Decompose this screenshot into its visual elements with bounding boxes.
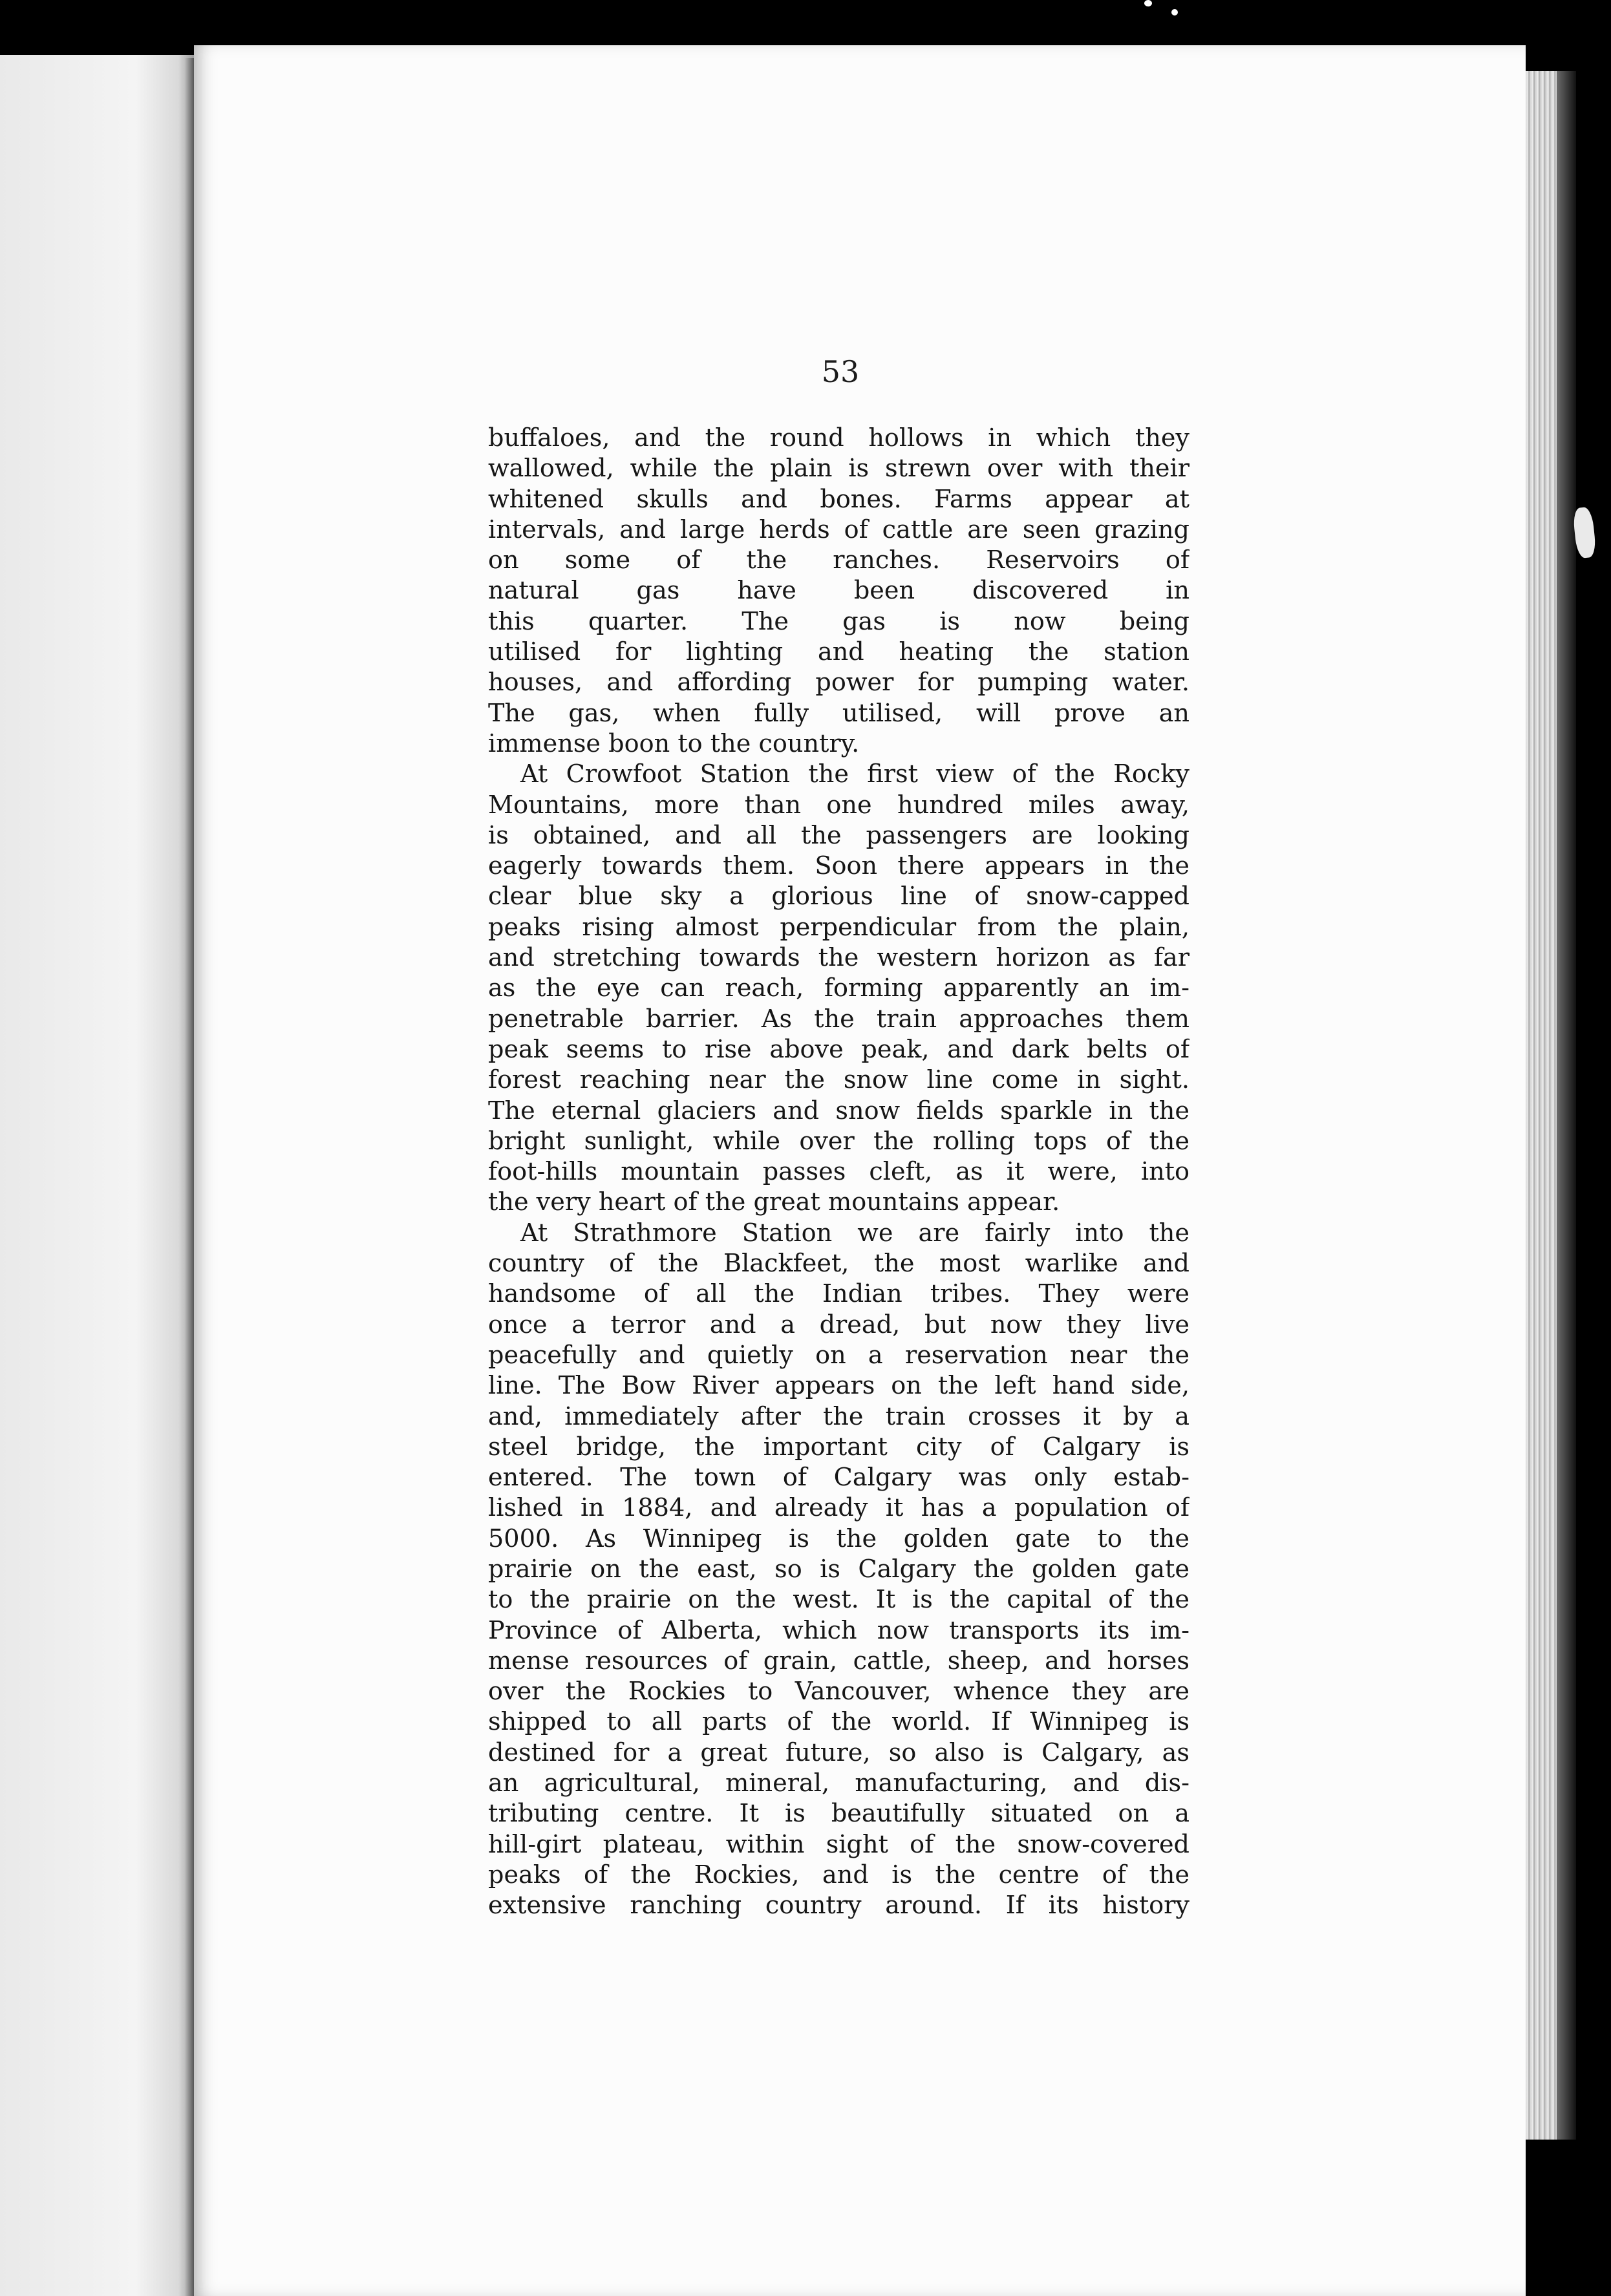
text-line: and stretching towards the western horizon as far: [488, 944, 1190, 973]
text-line: clear blue sky a glorious line of snow-capped: [488, 882, 1190, 911]
text-line: whitened skulls and bones. Farms appear at: [488, 485, 1190, 514]
text-line: immense boon to the country.: [488, 729, 860, 758]
text-line: and, immediately after the train crosses it by a: [488, 1402, 1190, 1431]
text-line: houses, and affording power for pumping water.: [488, 668, 1190, 697]
text-line: peaks of the Rockies, and is the centre of the: [488, 1860, 1190, 1889]
text-line: forest reaching near the snow line come in sight.: [488, 1066, 1190, 1095]
text-line: an agricultural, mineral, manufacturing, and dis-: [488, 1769, 1190, 1798]
text-line: prairie on the east, so is Calgary the golden gate: [488, 1555, 1190, 1584]
text-line: to the prairie on the west. It is the capital of the: [488, 1586, 1190, 1615]
text-line: line. The Bow River appears on the left hand side,: [488, 1372, 1190, 1401]
stacked-page-edges: [1526, 71, 1557, 2140]
text-line: At Strathmore Station we are fairly into the: [520, 1218, 1190, 1248]
text-line: Mountains, more than one hundred miles away,: [488, 791, 1190, 820]
text-line: the very heart of the great mountains appear.: [488, 1188, 1060, 1217]
text-line: country of the Blackfeet, the most warlike and: [488, 1249, 1190, 1279]
text-line: destined for a great future, so also is Calgary, as: [488, 1738, 1190, 1767]
text-line: foot-hills mountain passes cleft, as it were, into: [488, 1158, 1190, 1187]
text-line: wallowed, while the plain is strewn over with their: [488, 454, 1190, 484]
text-line: hill-girt plateau, within sight of the snow-covered: [488, 1830, 1190, 1859]
facing-page-edge: [0, 55, 194, 2296]
scan-speck: [1171, 9, 1178, 16]
text-line: Province of Alberta, which now transports its im-: [488, 1616, 1190, 1645]
text-line: handsome of all the Indian tribes. They were: [488, 1280, 1190, 1309]
text-line: intervals, and large herds of cattle are seen grazing: [488, 515, 1190, 544]
text-line: is obtained, and all the passengers are looking: [488, 821, 1190, 850]
text-line: utilised for lighting and heating the station: [488, 638, 1190, 667]
text-line: peaks rising almost perpendicular from the plain,: [488, 913, 1190, 942]
text-line: shipped to all parts of the world. If Winnipeg is: [488, 1708, 1190, 1737]
text-line: lished in 1884, and already it has a population of: [488, 1494, 1190, 1523]
text-line: bright sunlight, while over the rolling tops of the: [488, 1127, 1190, 1156]
gutter-shadow: [185, 58, 194, 2296]
body-text: [488, 423, 1190, 1922]
text-line: penetrable barrier. As the train approaches them: [488, 1004, 1190, 1034]
text-line: natural gas have been discovered in: [488, 577, 1190, 606]
text-line: The eternal glaciers and snow fields sparkle in the: [488, 1096, 1190, 1125]
text-line: as the eye can reach, forming apparently an im-: [488, 974, 1190, 1003]
text-line: over the Rockies to Vancouver, whence they are: [488, 1677, 1190, 1706]
text-line: At Crowfoot Station the first view of the Rocky: [520, 760, 1190, 789]
text-line: mense resources of grain, cattle, sheep, and horses: [488, 1646, 1190, 1675]
page-edge-shadow: [1557, 71, 1576, 2140]
text-line: tributing centre. It is beautifully situated on a: [488, 1800, 1190, 1829]
text-line: The gas, when fully utilised, will prove an: [488, 699, 1190, 728]
text-line: once a terror and a dread, but now they live: [488, 1310, 1190, 1339]
text-line: extensive ranching country around. If its history: [488, 1891, 1190, 1920]
scan-speck: [1144, 0, 1152, 6]
text-line: peacefully and quietly on a reservation near the: [488, 1341, 1190, 1370]
page-number: 53: [821, 354, 860, 389]
text-line: steel bridge, the important city of Calgary is: [488, 1432, 1190, 1462]
text-line: eagerly towards them. Soon there appears in the: [488, 852, 1190, 881]
text-line: entered. The town of Calgary was only estab-: [488, 1463, 1190, 1493]
text-line: on some of the ranches. Reservoirs of: [488, 546, 1190, 575]
text-line: 5000. As Winnipeg is the golden gate to the: [488, 1524, 1190, 1553]
text-line: buffaloes, and the round hollows in which they: [488, 424, 1190, 452]
text-line: this quarter. The gas is now being: [488, 607, 1190, 636]
text-line: peak seems to rise above peak, and dark belts of: [488, 1035, 1190, 1064]
